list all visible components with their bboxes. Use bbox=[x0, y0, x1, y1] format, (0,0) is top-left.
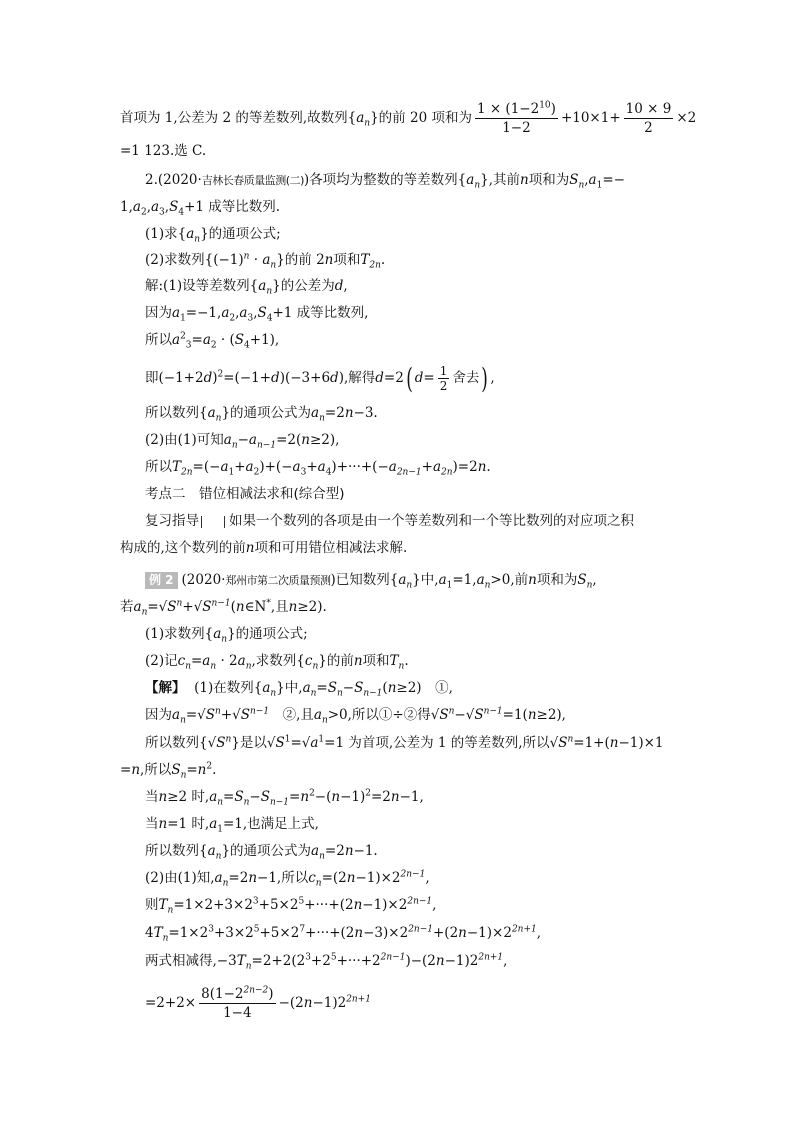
source-label: 吉林长春质量监测(二) bbox=[201, 174, 304, 187]
text-line: 首项为 1,公差为 2 的等差数列,故数列$\{a_n\}$的前 20 项和为 $\frac{1 \times (1-2^{10})}{1-2}$ +10×1+ $\frac{10 \times 9}{2}$ ×2 bbox=[120, 100, 697, 136]
text-line: 则$T_n=1\times 2+3\times 2^3+5\times 2^5+\cdot\cdot\cdot+(2n-1)\times 2^{2n-1}$, bbox=[145, 896, 437, 916]
text-line: 所以数列$\{a_n\}$的通项公式为$a_n=2n-3$. bbox=[145, 405, 378, 424]
text-line: (2)求数列$\{(-1)^n \cdot a_n\}$的前 2n项和$T_{2n}$. bbox=[145, 251, 386, 271]
text-line: 2.(2020·吉林长春质量监测(二))各项均为整数的等差数列$\{a_n\}$,其前n项和为$S_n,a_1=-$ bbox=[145, 172, 625, 191]
text-line: 当n≥2 时$,a_n=S_n-S_{n-1}=n^2-(n-1)^2=2n-1$, bbox=[145, 788, 424, 808]
review-guide-label: 复习指导 bbox=[145, 513, 199, 529]
source-label: 郑州市第二次质量预测 bbox=[225, 574, 331, 587]
example-badge: 例 2 bbox=[145, 572, 178, 589]
text-line: (2)由(1)知$,a_n=2n-1$,所以$c_n=(2n-1)\times 2^{2n-1}$, bbox=[145, 869, 430, 889]
text-line: 当n=1 时$,a_1=1$,也满足上式, bbox=[145, 816, 319, 835]
text-line: 解:(1)设等差数列$\{a_n\}$的公差为d, bbox=[145, 278, 348, 297]
text-line: $1,a_2,a_3,S_4+1$ 成等比数列. bbox=[120, 199, 281, 218]
text-line: (2)记$c_n=a_n \cdot 2a_n$,求数列$\{c_n\}$的前n项和$T_n$. bbox=[145, 653, 409, 672]
fraction: $\frac{1 \times (1-2^{10})}{1-2}$ bbox=[476, 100, 556, 136]
text-line: =1 123.选 C. bbox=[120, 143, 207, 159]
text-line: 两式相减得$,-3T_n=2+2(2^3+2^5+\cdot\cdot\cdot+2^{2n-1})-(2n-1)2^{2n+1}$, bbox=[145, 952, 508, 972]
text-line: 即$(-1+2d)^2=(-1+d)(-3+6d)$,解得d=2( d= $\frac{1}{2}$ 舍去) , bbox=[145, 361, 495, 395]
text-line: (1)求数列$\{a_n\}$的通项公式; bbox=[145, 626, 308, 645]
fraction: $\frac{10 \times 9}{2}$ bbox=[625, 101, 672, 136]
solution-label: 【解】 bbox=[145, 680, 186, 696]
text-line: 所以数列$\{√S^n\}$是以$√S^1=√a^1=1$ 为首项,公差为 1 的等差数列,所以$√S^n=1+(n-1)\times 1$ bbox=[145, 734, 664, 751]
text-line: 所以数列$\{a_n\}$的通项公式为$a_n=2n-1$. bbox=[145, 843, 378, 862]
text-line: 所以$T_{2n}=(-a_1+a_2)+(-a_3+a_4)+\cdot\cdot\cdot+(-a_{2n-1}+a_{2n})=2n$. bbox=[145, 459, 491, 478]
text-line: =n,所以$S_n=n^2$. bbox=[120, 761, 217, 781]
text-line: =2+2× $\frac{8(1-2^{2n-2})}{1-4}$ $-(2n-1)2^{2n+1}$ bbox=[145, 985, 371, 1021]
text-line: 因为$a_n=√S^n+√S^{n-1}$ ②,且$a_n>0$,所以①÷②得$√S^n-√S^{n-1}=1(n\ge 2)$, bbox=[145, 706, 566, 726]
blank-box bbox=[201, 516, 225, 528]
text-line: 所以$a^2_3=a_2 \cdot (S_4+1)$, bbox=[145, 331, 280, 351]
text-line: (1)求$\{a_n\}$的通项公式; bbox=[145, 226, 281, 245]
fraction: $\frac{8(1-2^{2n-2})}{1-4}$ bbox=[201, 985, 274, 1021]
section-heading: 考点二 错位相减法求和(综合型) bbox=[145, 486, 345, 502]
text-line: 复习指导 如果一个数列的各项是由一个等差数列和一个等比数列的对应项之积 bbox=[145, 513, 634, 529]
text-line: 因为$a_1=-1,a_2,a_3,S_4+1$ 成等比数列, bbox=[145, 305, 369, 324]
text-line: 若$a_n=√S^n+√S^{n-1}(n\in N^*$,且n≥2). bbox=[120, 598, 327, 618]
text-line: 构成的,这个数列的前n项和可用错位相减法求解. bbox=[120, 540, 408, 556]
text-line: (2)由(1)可知$a_n-a_{n-1}=2(n\ge 2)$, bbox=[145, 432, 340, 451]
text-line: $4T_n=1\times 2^3+3\times 2^5+5\times 2^7+\cdot\cdot\cdot+(2n-3)\times 2^{2n-1}+(2n-1)\times 2^{2n+1}$, bbox=[145, 924, 542, 944]
text-line: 例 2 (2020·郑州市第二次质量预测)已知数列$\{a_n\}$中$,a_1=1,a_n>0$,前n项和为$S_n$, bbox=[145, 571, 597, 590]
fraction: $\frac{1}{2}$ bbox=[439, 364, 448, 393]
text-line: 【解】 (1)在数列$\{a_n\}$中$,a_n=S_n-S_{n-1}(n\ge 2)$ ①, bbox=[145, 680, 453, 699]
